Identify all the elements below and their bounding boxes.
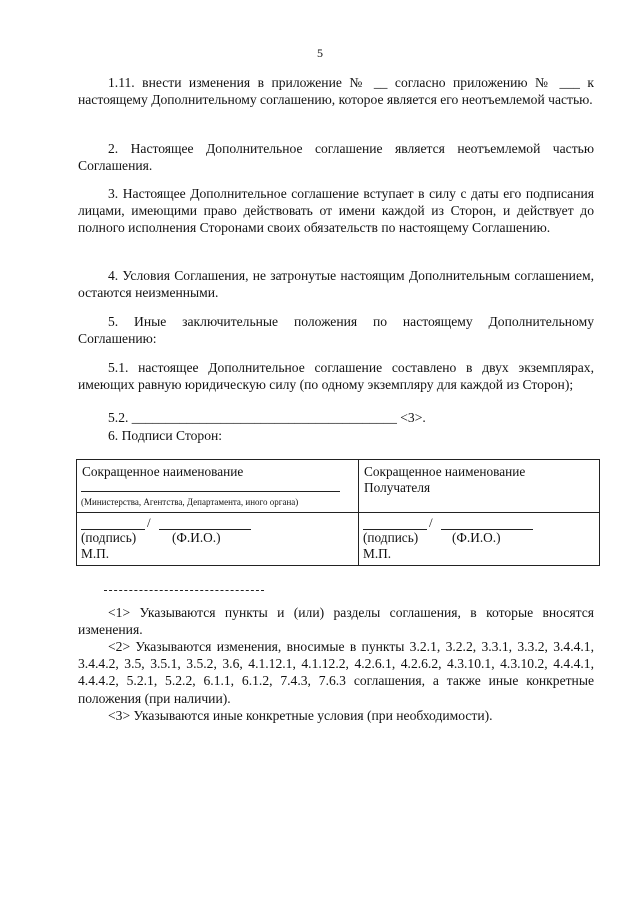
table-divider <box>77 512 599 513</box>
right-header-line1: Сокращенное наименование <box>364 464 526 479</box>
paragraph-5-2: 5.2. _______________________________________ <3>. <box>108 410 426 425</box>
footnote-3: <3> Указываются иные конкретные условия (при необходимости). <box>108 708 493 723</box>
left-sign-label: (подпись) <box>81 530 137 545</box>
left-header: Сокращенное наименование <box>82 464 244 479</box>
name-underline <box>81 491 340 492</box>
paragraph-4: 4. Условия Соглашения, не затронутые настоящим Дополнительным соглашением, остаются неизменными. <box>78 268 594 301</box>
slash: / <box>147 515 151 530</box>
paragraph-5-1: 5.1. настоящее Дополнительное соглашение составлено в двух экземплярах, имеющих равную юридическую силу (по одному экземпляру для каждой из Сторон); <box>78 360 594 393</box>
slash: / <box>429 515 433 530</box>
paragraph-2: 2. Настоящее Дополнительное соглашение является неотъемлемой частью Соглашения. <box>78 141 594 174</box>
left-caption: (Министерства, Агентства, Департамента, иного органа) <box>81 497 299 507</box>
paragraph-3: 3. Настоящее Дополнительное соглашение вступает в силу с даты его подписания лицами, имеющими право действовать от имени каждой из Сторон, и действует до полного исполнения Сторонами своих обязательств по настоящему Соглашению. <box>78 186 594 236</box>
right-seal-label: М.П. <box>363 546 392 561</box>
page-number: 5 <box>317 46 323 60</box>
left-name-label: (Ф.И.О.) <box>172 530 221 545</box>
signature-table <box>76 459 600 566</box>
footnote-2: <2> Указываются изменения, вносимые в пункты 3.2.1, 3.2.2, 3.3.1, 3.3.2, 3.4.4.1, 3.4.4.2, 3.5, 3.5.1, 3.5.2, 3.6, 4.1.12.1, 4.1.12.2, 4.2.6.1, 4.2.6.2, 4.3.10.1, 4.3.10.2, 4.4.4.1, 4.4.4.2, 5.2.1, 5.2.2, 6.1.1, 6.1.2, 7.4.3, 7.6.3 соглашения, а также иные конкретные положения (при наличии). <box>78 639 594 706</box>
footnote-1: <1> Указываются пункты и (или) разделы соглашения, в которые вносятся изменения. <box>78 605 594 638</box>
left-seal-label: М.П. <box>81 546 110 561</box>
footnote-separator <box>104 590 264 591</box>
paragraph-6: 6. Подписи Сторон: <box>108 428 223 443</box>
paragraph-1-11: 1.11. внести изменения в приложение № __ согласно приложению № ___ к настоящему Дополнительному соглашению, которое является его неотъемлемой частью. <box>78 75 594 108</box>
right-sign-label: (подпись) <box>363 530 419 545</box>
right-name-label: (Ф.И.О.) <box>452 530 501 545</box>
right-header-line2: Получателя <box>364 480 431 495</box>
paragraph-5: 5. Иные заключительные положения по настоящему Дополнительному Соглашению: <box>78 314 594 347</box>
